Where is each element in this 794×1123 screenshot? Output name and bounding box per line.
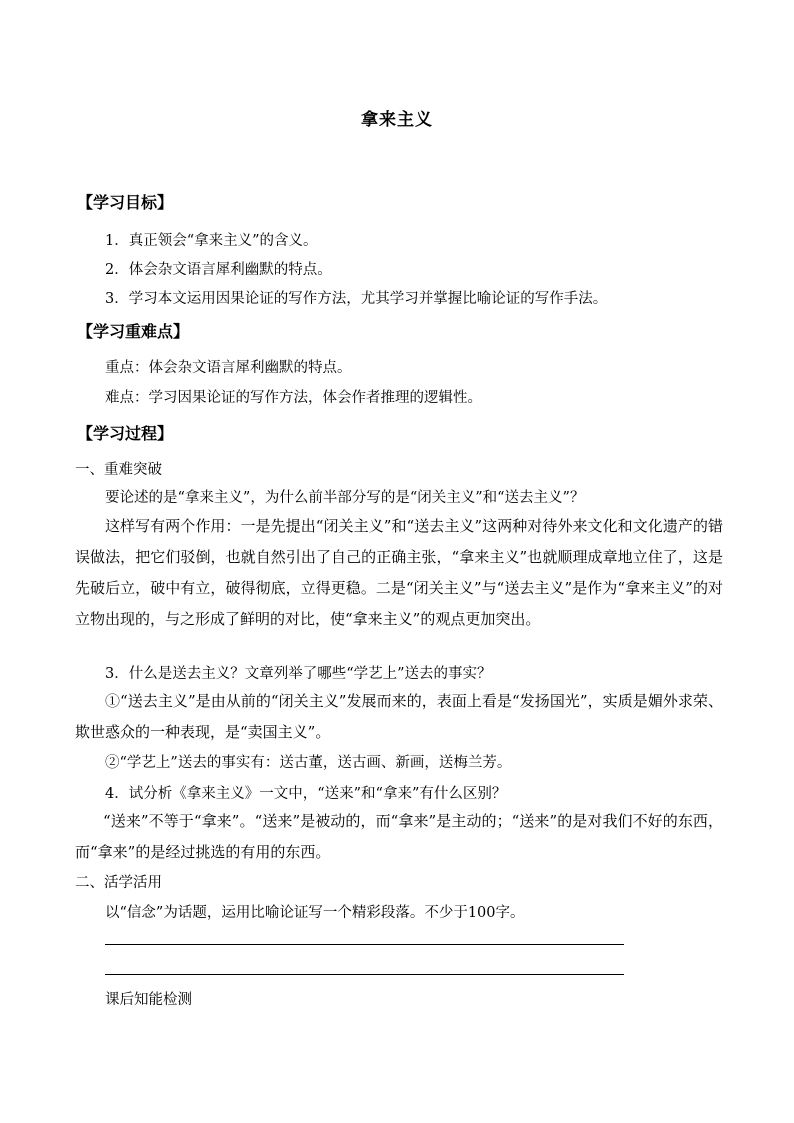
process-heading: 【学习过程】 bbox=[77, 424, 174, 443]
section-1-title: 一、重难突破 bbox=[75, 462, 162, 478]
difficulty-point: 难点：学习因果论证的写作方法，体会作者推理的逻辑性。 bbox=[105, 390, 482, 406]
key-points-heading: 【学习重难点】 bbox=[77, 322, 190, 341]
goal-item-3: 3．学习本文运用因果论证的写作方法，尤其学习并掌握比喻论证的写作手法。 bbox=[105, 291, 608, 307]
answer-blank-line-2 bbox=[105, 974, 624, 975]
after-class-check: 课后知能检测 bbox=[105, 992, 192, 1008]
goals-heading: 【学习目标】 bbox=[77, 193, 174, 212]
answer-1-paragraph: 这样写有两个作用：一是先提出“闭关主义”和“送去主义”这两种对待外来文化和文化遗产的错误做法，把它们驳倒，也就自然引出了自己的正确主张，“拿来主义”也就顺理成章地立住了，这是先破后立，破中有立，破得彻底，立得更稳。二是“闭关主义”与“送去主义”是作为“拿来主义”的对立物出现的，与之形成了鲜明的对比，使“拿来主义”的观点更加突出。 bbox=[75, 517, 723, 628]
answer-3-part-2: ②“学艺上”送去的事实有：送古董，送古画、新画，送梅兰芳。 bbox=[105, 755, 512, 771]
focus-point: 重点：体会杂文语言犀利幽默的特点。 bbox=[105, 360, 352, 376]
answer-4-paragraph: “送来”不等于“拿来”。“送来”是被动的，而“拿来”是主动的；“送来”的是对我们不好的东西，而“拿来”的是经过挑选的有用的东西。 bbox=[75, 812, 723, 861]
question-4: 4．试分析《拿来主义》一文中，“送来”和“拿来”有什么区别？ bbox=[105, 786, 507, 802]
goal-item-1: 1．真正领会“拿来主义”的含义。 bbox=[105, 233, 318, 249]
answer-3-part-1: ①“送去主义”是由从前的“闭关主义”发展而来的，表面上看是“发扬国光”，实质是媚外求荣、欺世惑众的一种表现，是“卖国主义”。 bbox=[75, 692, 723, 741]
exercise-prompt: 以“信念”为话题，运用比喻论证写一个精彩段落。不少于100字。 bbox=[105, 905, 525, 921]
answer-blank-line-1 bbox=[105, 944, 624, 945]
question-3: 3．什么是送去主义？文章列举了哪些“学艺上”送去的事实？ bbox=[105, 666, 492, 682]
goal-item-2: 2．体会杂文语言犀利幽默的特点。 bbox=[105, 262, 332, 278]
question-1: 要论述的是“拿来主义”，为什么前半部分写的是“闭关主义”和“送去主义”？ bbox=[105, 490, 585, 506]
section-2-title: 二、活学活用 bbox=[75, 875, 162, 891]
page-title: 拿来主义 bbox=[361, 110, 433, 130]
